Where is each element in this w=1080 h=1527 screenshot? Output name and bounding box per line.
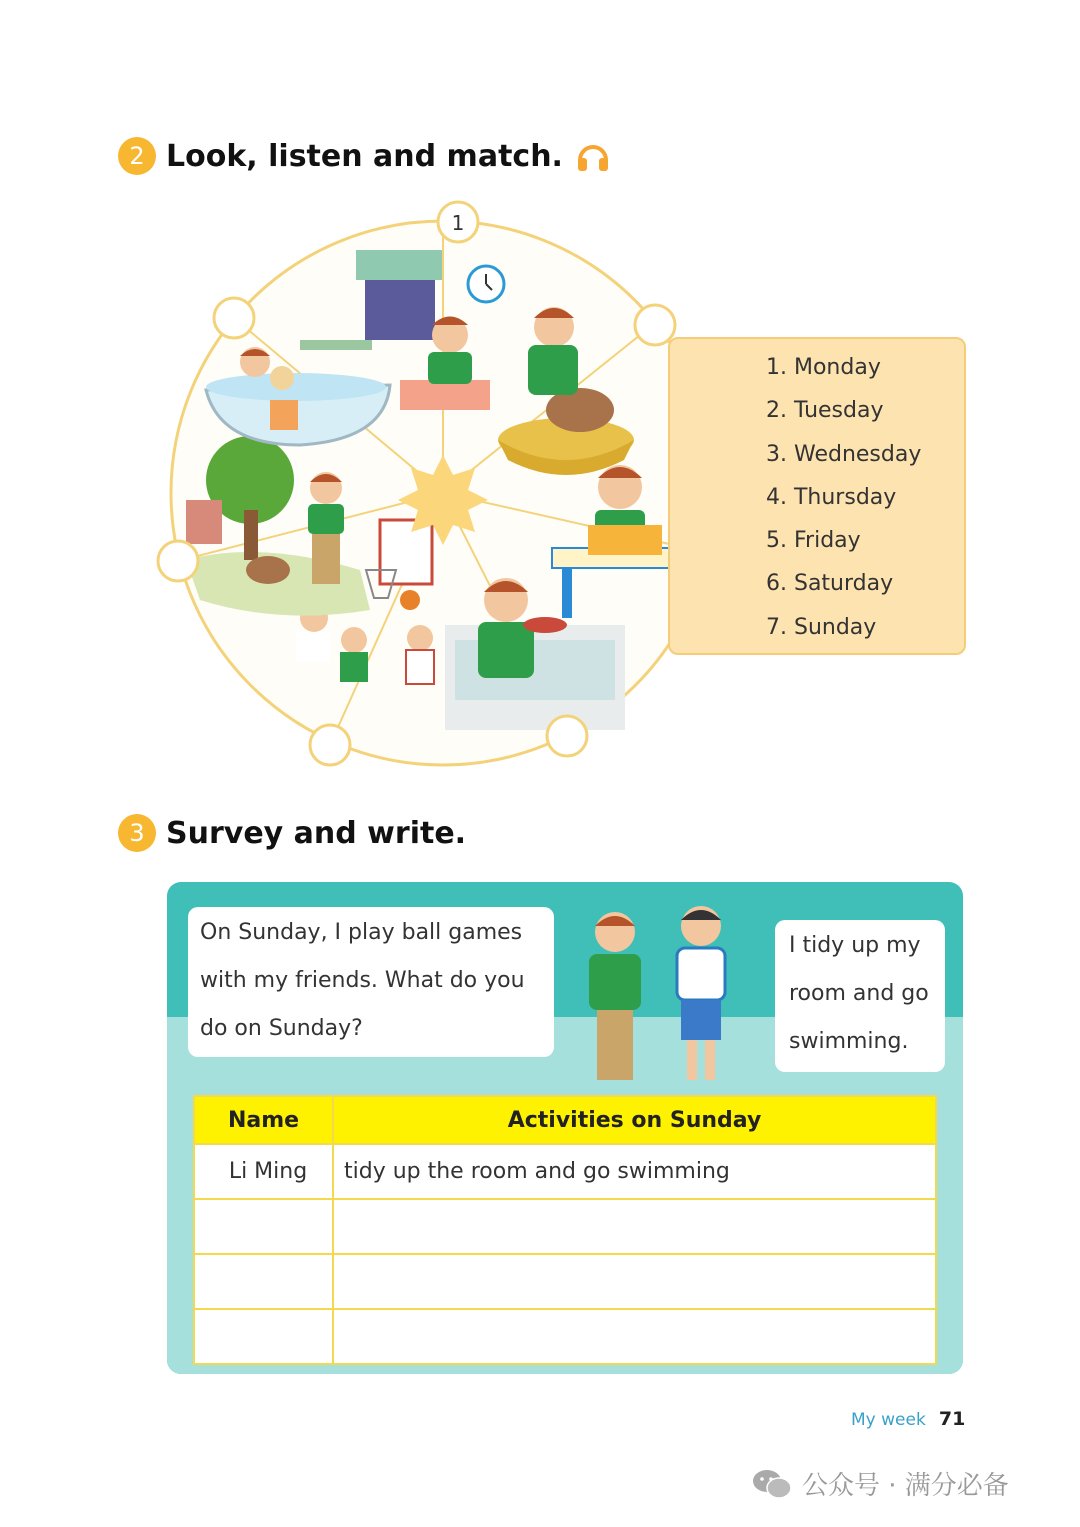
footer-label: My week: [851, 1410, 926, 1430]
activity-cell[interactable]: [333, 1199, 936, 1254]
name-cell[interactable]: [194, 1309, 333, 1364]
name-cell[interactable]: [194, 1199, 333, 1254]
answer-circle[interactable]: [310, 725, 350, 765]
bubble-line: I tidy up my: [789, 933, 921, 958]
answer-circle[interactable]: [547, 716, 587, 756]
watermark: [752, 1465, 1009, 1502]
bubble-line: room and go: [789, 981, 929, 1006]
page-footer: [851, 1408, 965, 1430]
speech-bubble-left: [188, 907, 554, 1057]
table-header-row: [194, 1096, 936, 1144]
bubble-line: On Sunday, I play ball games: [200, 920, 523, 945]
section-title: Look, listen and match.: [166, 138, 563, 174]
activity-cell[interactable]: [333, 1254, 936, 1309]
speech-bubble-right: [775, 920, 945, 1072]
answer-circle[interactable]: [635, 305, 675, 345]
two-boys-illustration: [567, 902, 767, 1102]
section-3-heading: [118, 814, 466, 852]
section-number-badge: 3: [118, 814, 156, 852]
name-cell[interactable]: [194, 1254, 333, 1309]
day-item: 2. Tuesday: [766, 398, 884, 424]
day-item: 6. Saturday: [766, 571, 894, 597]
answer-circle[interactable]: [158, 541, 198, 581]
day-list-panel: [668, 337, 966, 655]
name-cell[interactable]: Li Ming: [194, 1144, 333, 1199]
header-activities: Activities on Sunday: [333, 1096, 936, 1144]
activity-cell[interactable]: [333, 1309, 936, 1364]
table-row: [194, 1144, 936, 1199]
day-item: 4. Thursday: [766, 484, 897, 510]
section-title: Survey and write.: [166, 815, 467, 851]
day-item: 7. Sunday: [766, 614, 877, 640]
activity-cell[interactable]: tidy up the room and go swimming: [333, 1144, 936, 1199]
header-name: Name: [194, 1096, 333, 1144]
table-row: [194, 1254, 936, 1309]
center-star-icon: [398, 455, 488, 545]
day-item: 3. Wednesday: [766, 441, 922, 467]
wheel-top-label: 1: [451, 211, 465, 235]
day-item: 5. Friday: [766, 528, 861, 554]
watermark-text: 公众号 · 满分必备: [802, 1471, 1009, 1501]
survey-table: [193, 1095, 937, 1365]
table-row: [194, 1199, 936, 1254]
bubble-line: do on Sunday?: [200, 1016, 363, 1041]
wechat-icon: [752, 1468, 792, 1500]
answer-circle[interactable]: [214, 298, 254, 338]
bubble-line: swimming.: [789, 1029, 909, 1054]
section-number-badge: 2: [118, 137, 156, 175]
day-list: [766, 353, 921, 656]
page-number: 71: [938, 1408, 966, 1430]
bubble-line: with my friends. What do you: [200, 968, 525, 993]
day-item: 1. Monday: [766, 355, 881, 380]
table-row: [194, 1309, 936, 1364]
